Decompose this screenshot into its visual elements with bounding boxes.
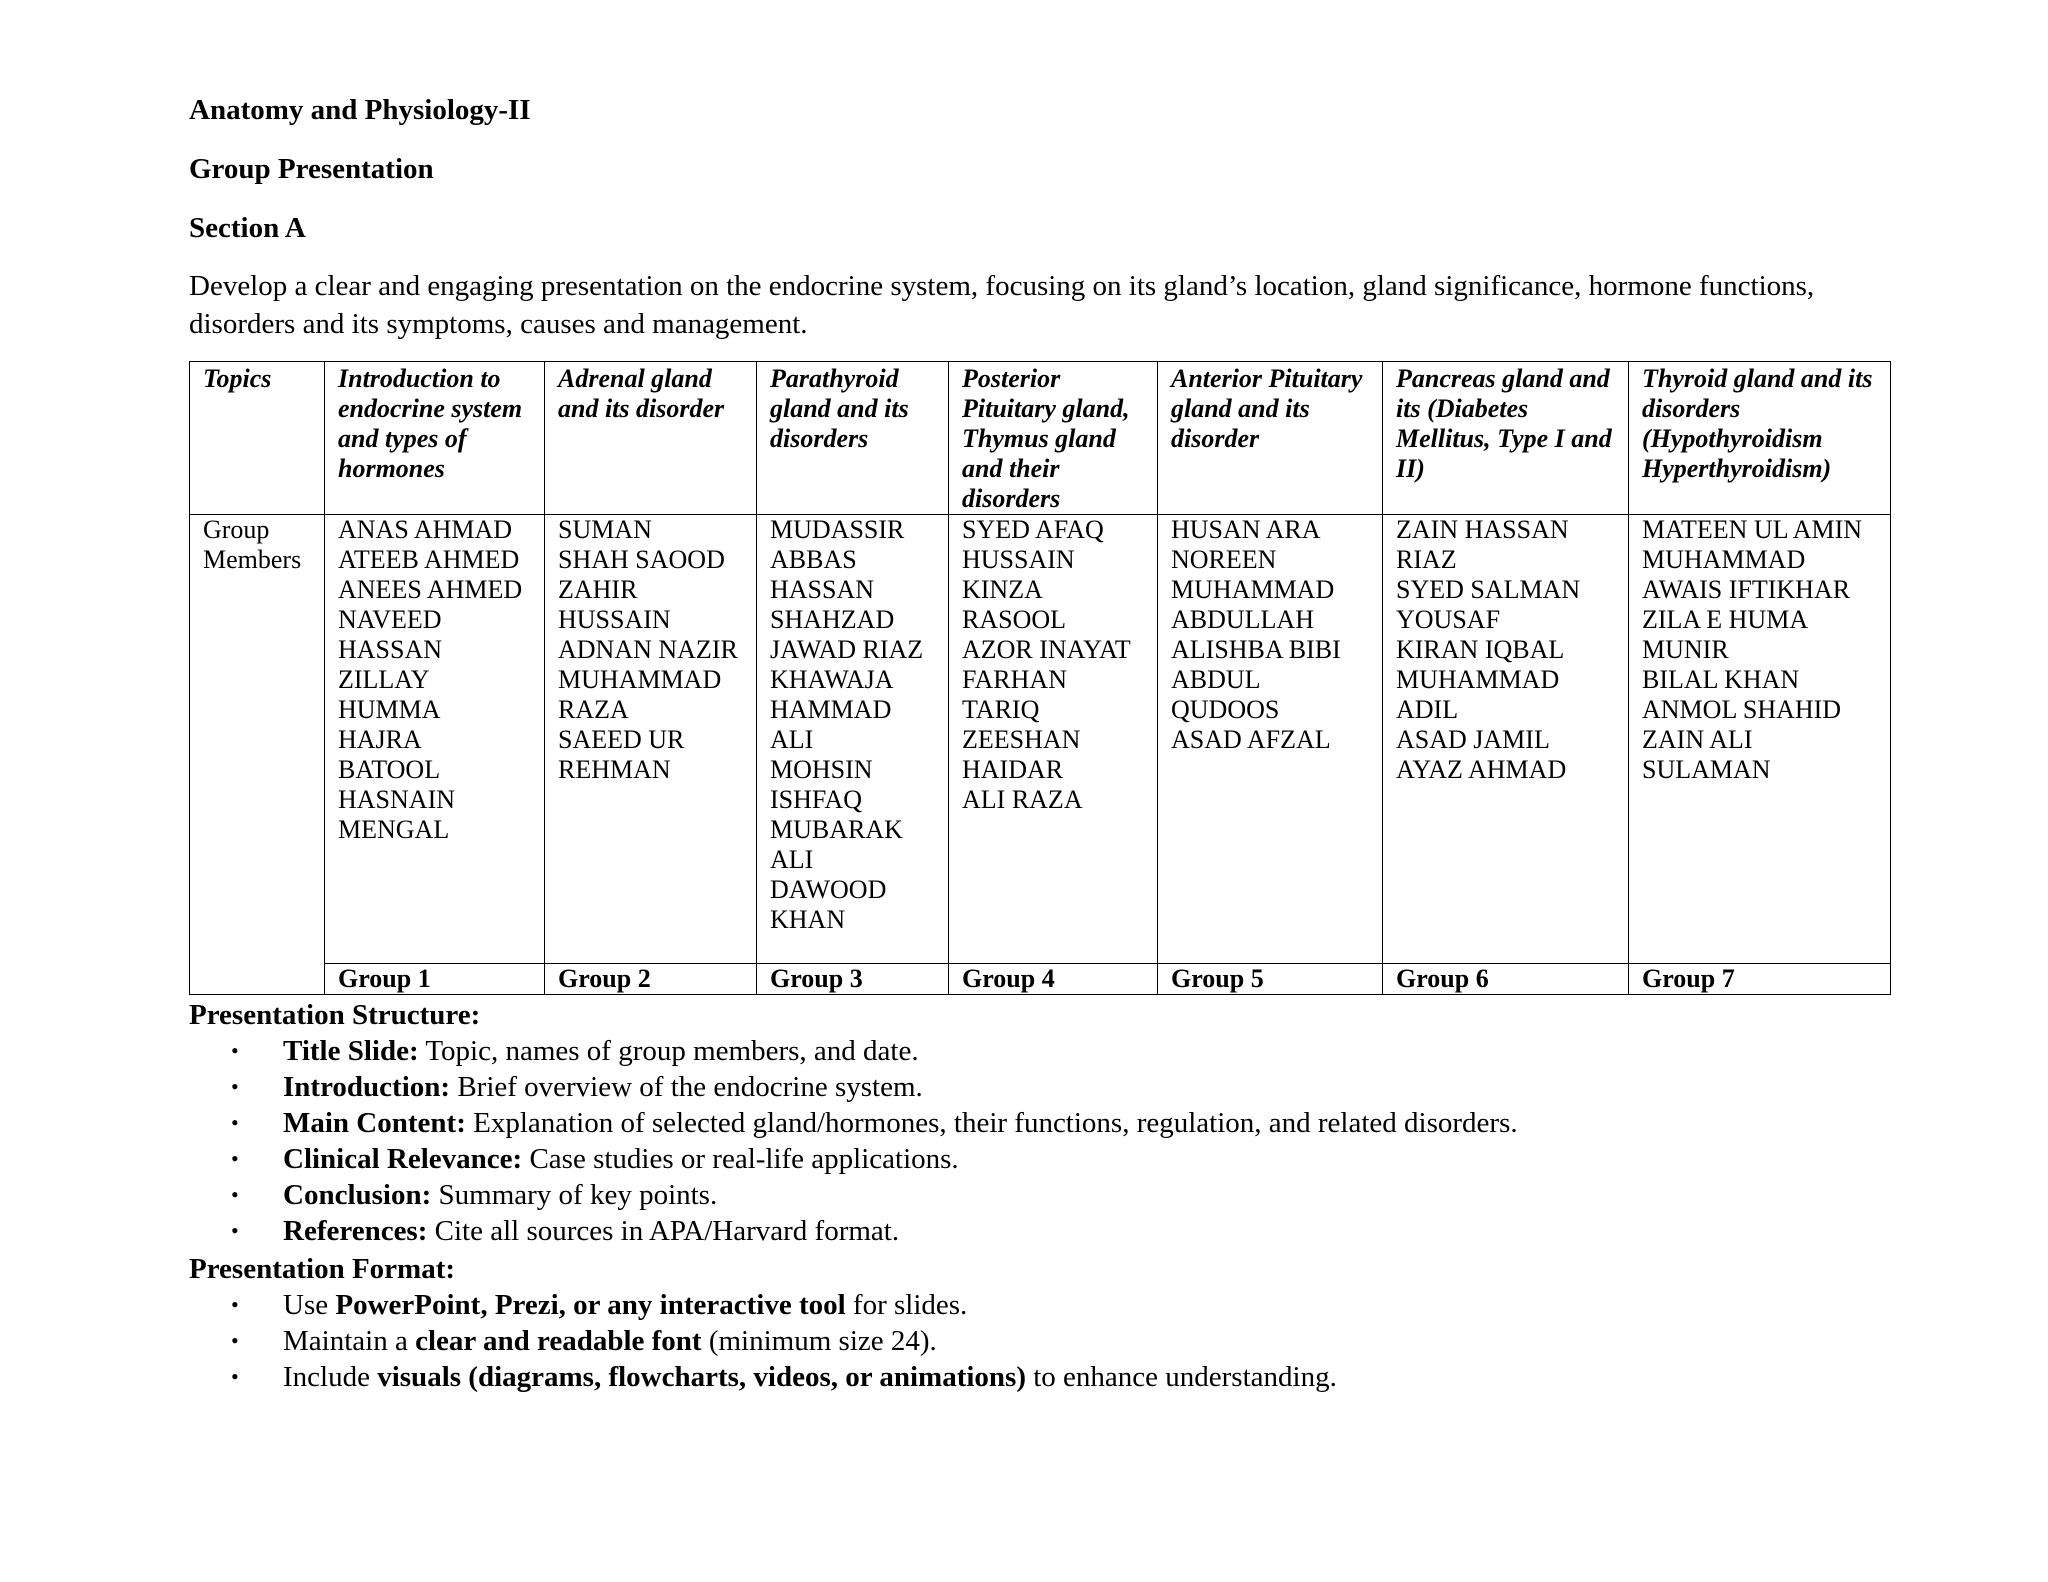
- member-name: ALI: [770, 725, 814, 754]
- topic-cell: Pancreas gland and its (Diabetes Mellitus, Type I and II): [1383, 362, 1629, 515]
- member-name: KHAWAJA: [770, 665, 894, 694]
- member-name: AWAIS IFTIKHAR: [1642, 575, 1851, 604]
- member-name: HAJRA: [338, 725, 422, 754]
- member-name: MENGAL: [338, 815, 450, 844]
- member-name: AYAZ AHMAD: [1396, 755, 1567, 784]
- group-number-row: [190, 964, 1891, 995]
- bullet-icon: •: [231, 1292, 239, 1317]
- group-label: Group 3: [757, 964, 949, 995]
- member-name: MUNIR: [1642, 635, 1729, 664]
- structure-item-text: Cite all sources in APA/Harvard format.: [427, 1215, 900, 1247]
- structure-item: [231, 1141, 1889, 1177]
- structure-item-text: Topic, names of group members, and date.: [418, 1035, 919, 1067]
- member-name: ATEEB AHMED: [338, 545, 520, 574]
- member-name: FARHAN: [962, 665, 1067, 694]
- format-heading: Presentation Format:: [189, 1253, 456, 1285]
- group-label: Group 2: [545, 964, 757, 995]
- format-item-bold: PowerPoint, Prezi, or any interactive tool: [335, 1289, 846, 1321]
- member-name: TARIQ: [962, 695, 1040, 724]
- member-name: HAIDAR: [962, 755, 1064, 784]
- group-label: Group 7: [1629, 964, 1891, 995]
- member-list: [1383, 515, 1629, 964]
- bullet-icon: •: [231, 1218, 239, 1243]
- format-item-bold: visuals (diagrams, flowcharts, videos, or animations): [377, 1361, 1026, 1393]
- member-name: HUSSAIN: [558, 605, 671, 634]
- member-name: SAEED UR: [558, 725, 685, 754]
- member-name: HASSAN: [770, 575, 875, 604]
- member-name: HASSAN: [338, 635, 443, 664]
- member-name: ALISHBA BIBI: [1171, 635, 1341, 664]
- member-name: HAMMAD: [770, 695, 892, 724]
- member-name: ANEES AHMED: [338, 575, 523, 604]
- topic-cell: Introduction to endocrine system and types of hormones: [325, 362, 545, 515]
- member-name: KHAN: [770, 905, 846, 934]
- structure-item-label: Title Slide:: [283, 1035, 419, 1067]
- member-list: [1629, 515, 1891, 964]
- structure-item-text: Explanation of selected gland/hormones, their functions, regulation, and related disorders.: [465, 1107, 1518, 1139]
- topic-cell: Anterior Pituitary gland and its disorder: [1158, 362, 1383, 515]
- member-name: ZILLAY: [338, 665, 430, 694]
- structure-item-text: Brief overview of the endocrine system.: [450, 1071, 923, 1103]
- structure-item-text: Summary of key points.: [431, 1179, 718, 1211]
- format-item-pre: Maintain a: [283, 1325, 416, 1357]
- topic-cell: Adrenal gland and its disorder: [545, 362, 757, 515]
- topics-row: [190, 362, 1891, 515]
- format-item: [231, 1287, 1889, 1323]
- structure-list: [189, 1033, 1889, 1249]
- member-name: MUHAMMAD: [1642, 545, 1806, 574]
- member-name: ASAD AFZAL: [1171, 725, 1331, 754]
- member-name: DAWOOD: [770, 875, 887, 904]
- member-name: BATOOL: [338, 755, 441, 784]
- member-name: RASOOL: [962, 605, 1067, 634]
- format-item-pre: Include: [283, 1361, 378, 1393]
- member-name: ISHFAQ: [770, 785, 862, 814]
- member-name: SHAHZAD: [770, 605, 895, 634]
- format-list: [189, 1287, 1889, 1395]
- format-item: [231, 1359, 1889, 1395]
- structure-item: [231, 1213, 1889, 1249]
- member-name: ADIL: [1396, 695, 1459, 724]
- group-label: Group 5: [1158, 964, 1383, 995]
- member-name: SULAMAN: [1642, 755, 1771, 784]
- member-name: MATEEN UL AMIN: [1642, 515, 1863, 544]
- group-label: Group 1: [325, 964, 545, 995]
- member-name: ABDUL: [1171, 665, 1261, 694]
- member-name: ANMOL SHAHID: [1642, 695, 1842, 724]
- member-name: MUHAMMAD: [558, 665, 722, 694]
- member-name: MUDASSIR: [770, 515, 905, 544]
- member-name: HASNAIN: [338, 785, 455, 814]
- bullet-icon: •: [231, 1328, 239, 1353]
- group-label: Group 6: [1383, 964, 1629, 995]
- member-name: ABBAS: [770, 545, 857, 574]
- member-name: KIRAN IQBAL: [1396, 635, 1565, 664]
- assignment-title: Group Presentation: [189, 153, 434, 185]
- member-name: MOHSIN: [770, 755, 873, 784]
- structure-item-label: Main Content:: [283, 1107, 466, 1139]
- structure-item: [231, 1105, 1889, 1141]
- format-item-pre: Use: [283, 1289, 336, 1321]
- member-name: NAVEED: [338, 605, 442, 634]
- topic-cell: Thyroid gland and its disorders (Hypothyroidism Hyperthyroidism): [1629, 362, 1891, 515]
- bullet-icon: •: [231, 1110, 239, 1135]
- instructions-paragraph: Develop a clear and engaging presentation on the endocrine system, focusing on its gland’s location, gland significance, hormone functions, disorders and its symptoms, causes and management.: [189, 270, 1815, 340]
- format-item-post: to enhance understanding.: [1025, 1361, 1337, 1393]
- member-name: HUSSAIN: [962, 545, 1075, 574]
- member-name: ZAHIR: [558, 575, 638, 604]
- topics-label: Topics: [190, 362, 325, 515]
- member-name: ZAIN HASSAN: [1396, 515, 1569, 544]
- member-name: SYED SALMAN: [1396, 575, 1581, 604]
- member-name: BILAL KHAN: [1642, 665, 1800, 694]
- format-item-post: (minimum size 24).: [701, 1325, 937, 1357]
- member-name: QUDOOS: [1171, 695, 1280, 724]
- member-name: NOREEN: [1171, 545, 1277, 574]
- course-title: Anatomy and Physiology-II: [189, 94, 531, 126]
- member-name: ZILA E HUMA: [1642, 605, 1809, 634]
- member-name: ZEESHAN: [962, 725, 1081, 754]
- member-name: ANAS AHMAD: [338, 515, 513, 544]
- member-name: AZOR INAYAT: [962, 635, 1131, 664]
- bullet-icon: •: [231, 1074, 239, 1099]
- section-label: Section A: [189, 212, 306, 244]
- members-label: Group Members: [190, 515, 325, 995]
- document-page: [189, 90, 1889, 1395]
- member-list: [949, 515, 1158, 964]
- member-name: MUBARAK: [770, 815, 903, 844]
- member-name: MUHAMMAD: [1396, 665, 1560, 694]
- member-list: [325, 515, 545, 964]
- member-name: SHAH SAOOD: [558, 545, 725, 574]
- member-name: ALI RAZA: [962, 785, 1083, 814]
- group-label: Group 4: [949, 964, 1158, 995]
- format-item-bold: clear and readable font: [415, 1325, 702, 1357]
- member-name: MUHAMMAD: [1171, 575, 1335, 604]
- bullet-icon: •: [231, 1182, 239, 1207]
- structure-item-label: Conclusion:: [283, 1179, 432, 1211]
- member-name: ABDULLAH: [1171, 605, 1314, 634]
- member-name: YOUSAF: [1396, 605, 1501, 634]
- structure-item: [231, 1177, 1889, 1213]
- member-name: SUMAN: [558, 515, 652, 544]
- member-name: ADNAN NAZIR: [558, 635, 738, 664]
- structure-item: [231, 1069, 1889, 1105]
- member-list: [1158, 515, 1383, 964]
- member-name: KINZA: [962, 575, 1043, 604]
- structure-item: [231, 1033, 1889, 1069]
- structure-item-label: Clinical Relevance:: [283, 1143, 523, 1175]
- structure-heading: Presentation Structure:: [189, 999, 481, 1031]
- topic-cell: Posterior Pituitary gland, Thymus gland and their disorders: [949, 362, 1158, 515]
- member-name: ZAIN ALI: [1642, 725, 1753, 754]
- structure-item-label: References:: [283, 1215, 428, 1247]
- member-name: JAWAD RIAZ: [770, 635, 924, 664]
- member-name: REHMAN: [558, 755, 671, 784]
- member-name: HUSAN ARA: [1171, 515, 1321, 544]
- structure-item-label: Introduction:: [283, 1071, 451, 1103]
- topic-cell: Parathyroid gland and its disorders: [757, 362, 949, 515]
- group-assignment-table: [189, 361, 1891, 995]
- format-item-post: for slides.: [845, 1289, 968, 1321]
- member-name: RAZA: [558, 695, 629, 724]
- structure-item-text: Case studies or real-life applications.: [522, 1143, 959, 1175]
- member-list: [545, 515, 757, 964]
- members-row: [190, 515, 1891, 964]
- bullet-icon: •: [231, 1364, 239, 1389]
- member-name: RIAZ: [1396, 545, 1457, 574]
- format-item: [231, 1323, 1889, 1359]
- member-name: ASAD JAMIL: [1396, 725, 1550, 754]
- bullet-icon: •: [231, 1038, 239, 1063]
- member-name: HUMMA: [338, 695, 441, 724]
- member-name: SYED AFAQ: [962, 515, 1104, 544]
- member-list: [757, 515, 949, 964]
- bullet-icon: •: [231, 1146, 239, 1171]
- member-name: ALI: [770, 845, 814, 874]
